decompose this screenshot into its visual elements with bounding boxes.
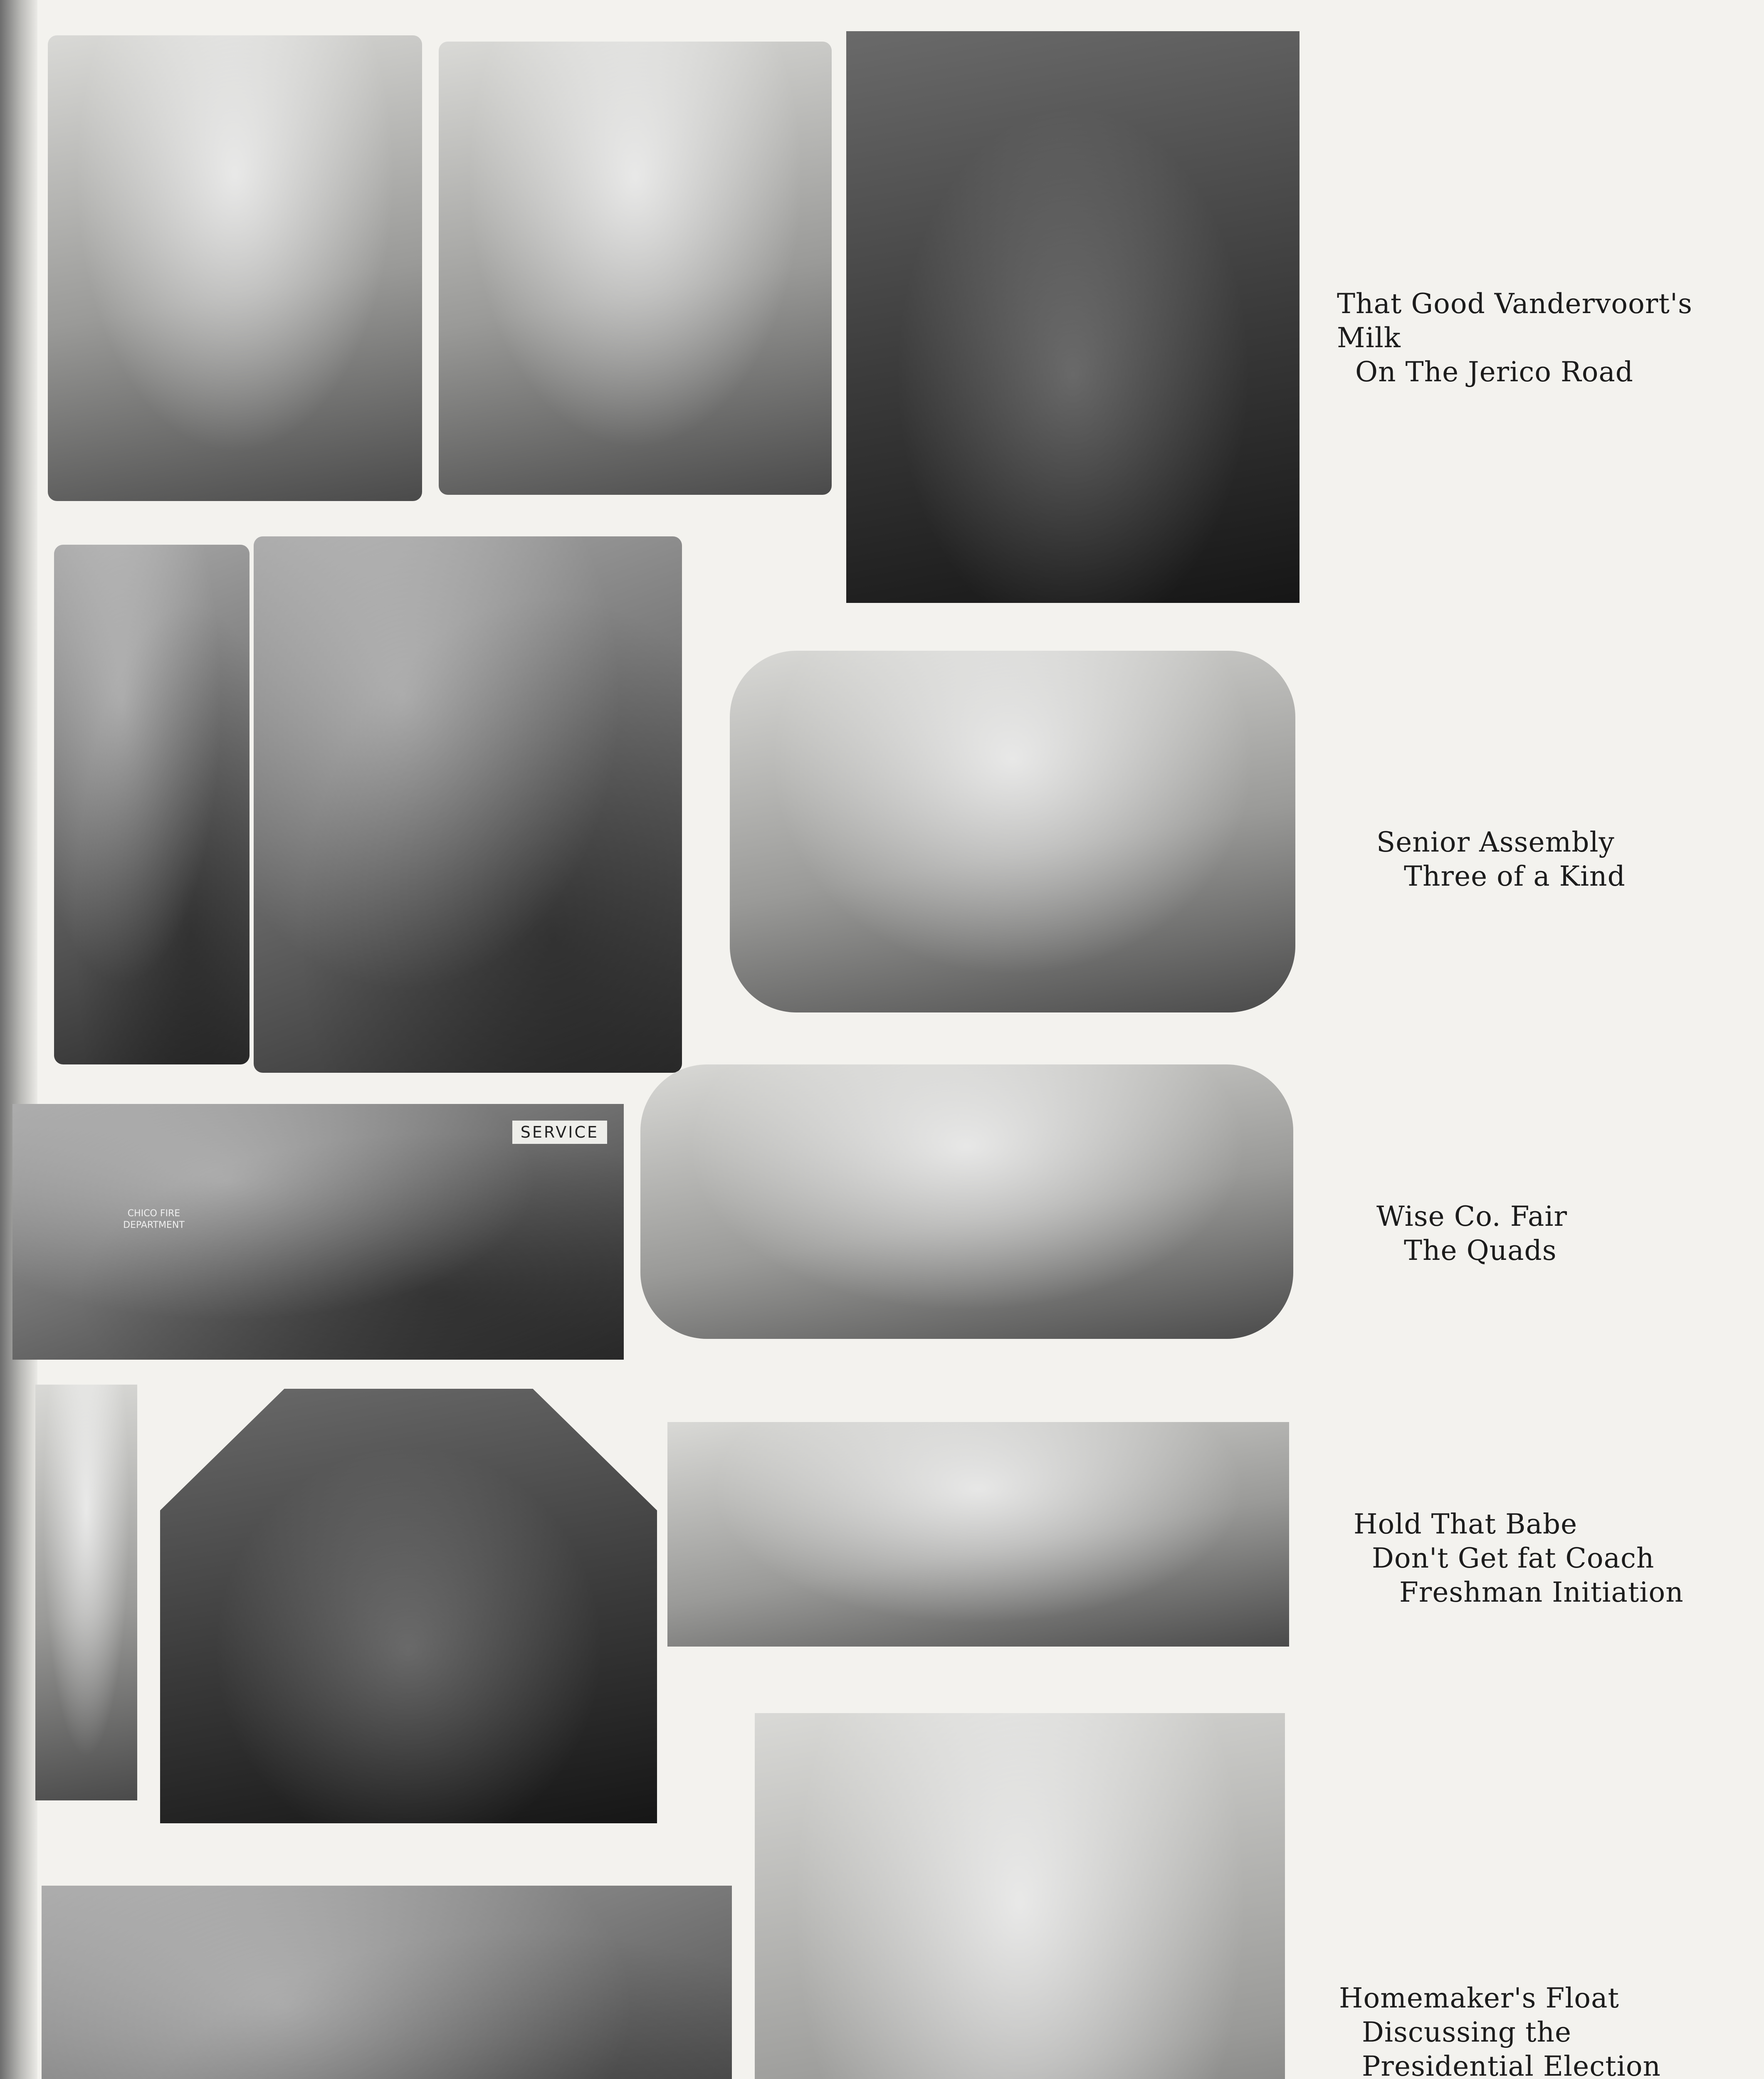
photo-freshman-initiation xyxy=(667,1422,1289,1647)
photo-homemakers-float xyxy=(42,1886,732,2079)
photo-smiling-girl xyxy=(439,42,832,495)
photo-girl-with-scarf xyxy=(48,35,422,501)
photo-three-girls-sitting xyxy=(730,651,1295,1012)
photo-minstrel-singers-1 xyxy=(846,31,1300,603)
truck-door-lettering: CHICO FIRE DEPARTMENT xyxy=(123,1208,185,1230)
photo-fire-truck xyxy=(12,1104,624,1360)
photo-boy-with-milk-bottles xyxy=(160,1389,657,1823)
caption-4: Hold That Babe Don't Get fat Coach Freshman Initiation xyxy=(1354,1508,1684,1608)
photo-four-girls-lying xyxy=(640,1064,1293,1339)
page-binding-edge xyxy=(0,0,37,2079)
caption-2: Senior Assembly Three of a Kind xyxy=(1376,826,1626,892)
station-sign: SERVICE xyxy=(512,1121,607,1144)
photo-minstrel-singers-2 xyxy=(54,545,250,1064)
photo-minstrel-singers-3 xyxy=(254,536,682,1073)
photo-men-discussing-election xyxy=(755,1713,1285,2079)
caption-1: That Good Vandervoort's Milk On The Jerico Road xyxy=(1337,288,1692,388)
caption-5: Homemaker's Float Discussing the Presidential Election xyxy=(1339,1982,1661,2079)
photo-standing-woman-left-edge xyxy=(35,1385,137,1800)
caption-3: Wise Co. Fair The Quads xyxy=(1376,1200,1568,1267)
